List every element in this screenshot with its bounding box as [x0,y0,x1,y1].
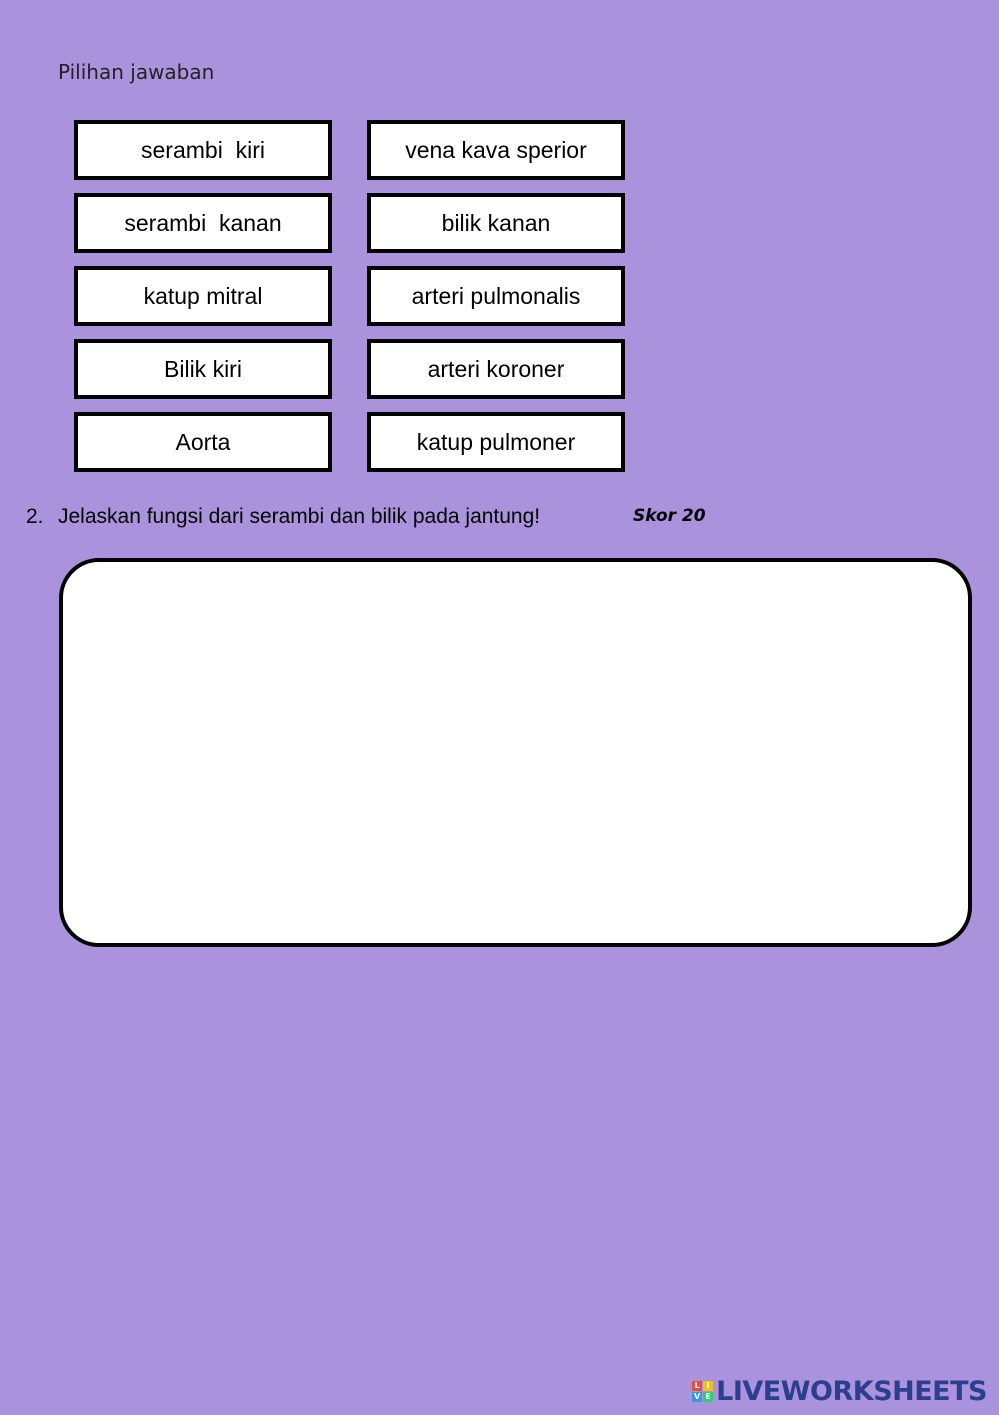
option-box[interactable]: katup mitral [74,266,332,326]
option-box[interactable]: bilik kanan [367,193,625,253]
option-box[interactable]: arteri pulmonalis [367,266,625,326]
question-line [26,505,540,529]
question-text: Jelaskan fungsi dari serambi dan bilik pada jantung! [58,505,541,528]
logo-letter: E [703,1392,713,1402]
option-box[interactable]: arteri koroner [367,339,625,399]
option-box[interactable]: Bilik kiri [74,339,332,399]
liveworksheets-logo-icon [692,1381,713,1402]
brand-name: LIVEWORKSHEETS [716,1376,987,1407]
answer-textbox[interactable] [59,558,972,947]
option-box[interactable]: katup pulmoner [367,412,625,472]
score-label: Skor 20 [633,506,706,526]
logo-letter: L [692,1381,702,1391]
option-box[interactable]: Aorta [74,412,332,472]
logo-letter: I [703,1381,713,1391]
logo-letter: V [694,1392,701,1401]
brand-watermark [692,1376,987,1407]
question-number: 2. [26,505,44,528]
option-box[interactable]: serambi kiri [74,120,332,180]
option-box[interactable]: vena kava sperior [367,120,625,180]
worksheet-title: Pilihan jawaban [58,60,215,84]
option-box[interactable]: serambi kanan [74,193,332,253]
